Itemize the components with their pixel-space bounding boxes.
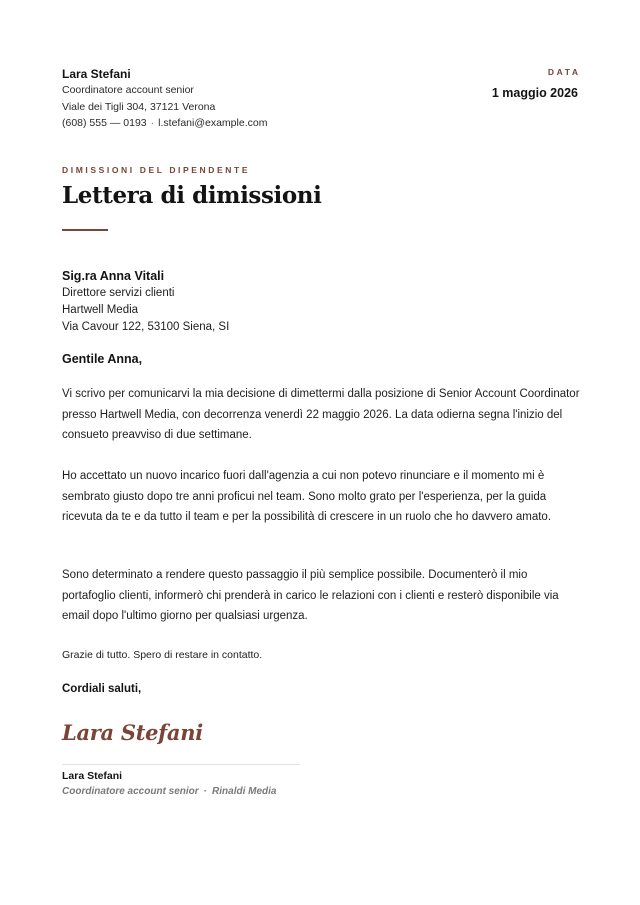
document-title: Lettera di dimissioni	[62, 182, 322, 209]
sender-email: l.stefani@example.com	[158, 117, 268, 129]
document-eyebrow: DIMISSIONI DEL DIPENDENTE	[62, 165, 251, 175]
title-accent-rule	[62, 229, 108, 231]
sender-block	[62, 66, 267, 132]
date-value: 1 maggio 2026	[491, 86, 578, 100]
sender-role: Coordinatore account senior	[62, 84, 194, 96]
sender-phone: (608) 555 — 0193	[62, 117, 147, 129]
date-block	[491, 66, 581, 100]
signature-divider	[62, 764, 300, 765]
date-label: DATA	[547, 67, 581, 77]
signer-meta	[62, 786, 276, 797]
contact-separator: ·	[150, 117, 155, 129]
thanks-line: Grazie di tutto. Spero di restare in contatto.	[62, 649, 263, 661]
signer-role: Coordinatore account senior	[62, 786, 199, 797]
salutation: Gentile Anna,	[62, 352, 143, 366]
recipient-name: Sig.ra Anna Vitali	[62, 269, 165, 283]
sender-name: Lara Stefani	[62, 67, 131, 81]
sender-address: Viale dei Tigli 304, 37121 Verona	[62, 100, 216, 113]
body-paragraph: Sono determinato a rendere questo passaggio il più semplice possibile. Documenterò il mio portafoglio clienti, informerò chi prenderà in carico le relazioni con i clienti e resterò disponibile via email dopo l'ultimo giorno per qualsiasi urgenza.	[62, 569, 559, 622]
signer-company: Rinaldi Media	[212, 786, 277, 797]
signer-separator: ·	[203, 786, 208, 797]
recipient-company: Hartwell Media	[62, 304, 139, 316]
recipient-role: Direttore servizi clienti	[62, 287, 175, 299]
closing-line: Cordiali saluti,	[62, 683, 142, 695]
recipient-address: Via Cavour 122, 53100 Siena, SI	[62, 321, 230, 333]
recipient-block	[62, 268, 229, 336]
signer-name: Lara Stefani	[62, 770, 123, 782]
handwritten-signature: Lara Stefani	[62, 720, 203, 745]
sender-contact	[62, 115, 267, 132]
body-paragraph: Ho accettato un nuovo incarico fuori dall'agenzia a cui non potevo rinunciare e il momento mi è sembrato giusto dopo tre anni proficui nel team. Sono molto grato per l'esperienza, per la guida ricevuta da te e da tutto il team e per la possibilità di crescere in un ruolo che ho davvero amato.	[62, 470, 552, 523]
body-paragraph: Vi scrivo per comunicarvi la mia decisione di dimettermi dalla posizione di Senior Account Coordinator presso Hartwell Media, con decorrenza venerdì 22 maggio 2026. La data odierna segna l'inizio del consueto preavviso di due settimane.	[62, 388, 580, 441]
